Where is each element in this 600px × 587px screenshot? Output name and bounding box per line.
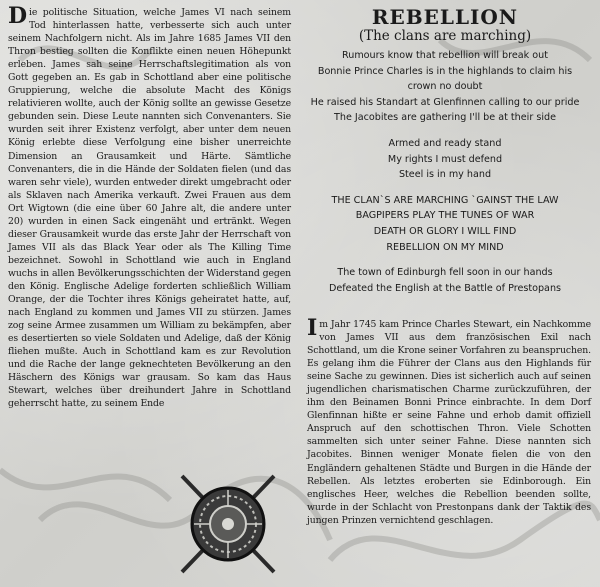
- history-text-left: [8, 3, 291, 410]
- lyric-line: The town of Edinburgh fell soon in our hands: [337, 267, 553, 279]
- lyric-line: DEATH OR GLORY I WILL FIND: [373, 225, 517, 237]
- dropcap-d: D: [8, 3, 27, 29]
- dropcap-i: I: [307, 315, 318, 341]
- song-block: [298, 6, 592, 306]
- lyric-line: Defeated the English at the Battle of Prestopans: [328, 282, 562, 294]
- song-title: REBELLION: [371, 5, 519, 29]
- stanza-3: [298, 265, 592, 296]
- lyric-line: He raised his Standart at Glenfinnen calling to our pride: [310, 96, 580, 108]
- lyric-line: BAGPIPERS PLAY THE TUNES OF WAR: [355, 210, 535, 222]
- history-paragraph-right: m Jahr 1745 kam Prince Charles Stewart, ein Nachkomme von James VII aus dem französischen Exil nach Schottland, um die Krone seiner Vorfahren zu beanspruchen. Es gelang ihm die Führer der Clans aus den Highlands für seine Sache zu gewinnen. Dies ist sicherlich auch auf seinen jugendlichen charismatischen Charme zurückzuführen, der ihm den Beinamen Bonni Prince einbrachte. In dem Dorf Glenfinnan hißte er seine Fahne und erhob damit offiziell Anspruch auf den schottischen Thron. Viele Schotten sammelten sich unter seiner Fahne. Diese nannten sich Jacobites. Binnen weniger Monate fielen die von den Engländern gehaltenen Städte und Burgen in die Hände der Rebellen. Als letztes eroberten sie Edinborough. Ein englisches Heer, welches die Rebellion beenden sollte, wurde in der Schlacht von Prestonpans dank der Taktik des jungen Prinzen vernichtend geschlagen.: [307, 319, 591, 526]
- lyric-line: Armed and ready stand: [388, 137, 502, 149]
- stanza-2: [298, 136, 592, 183]
- lyric-line: The Jacobites are gathering I'll be at their side: [334, 112, 556, 124]
- history-paragraph-left: ie politische Situation, welche James VI nach seinem Tod hinterlassen hatte, verbesserte sich auch unter seinem Nachfolgern nicht. Als im Jahre 1685 James VII den Thron bestieg sollten die Konflikte einen neuen Höhepunkt erleben. James sah seine Herrschaftslegitimation als von Gott gegeben an. Es gab in Schottland aber eine politische Gruppierung, welche die absolute Macht des Königs relativieren wollte, auch der König sollte an gewisse Gesetze gebunden sein. Diese Leute nannten sich Convenanters. Sie wurden seit ihrer Existenz verfolgt, aber unter dem neuen König erlebte diese Verfolgung eine bisher unerreichte Dimension an Grausamkeit und Härte. Sämtliche Convenanters, die in die Hände der Soldaten fielen (und das waren sehr viele), wurden entweder direkt umgebracht oder als Sklaven nach Amerika verkauft. Zwei Frauen aus dem Ort Wigtown (die eine über 60 Jahre alt, die andere unter 20) wurden in einen Sack eingenäht und ertränkt. Wegen dieser Grausamkeit wurde das erste Jahr der Herrschaft von James VII als das Black Year oder als The Killing Time bezeichnet. Sowohl in Schottland wie auch in England wuchs in allen Bevölkerungsschichten der Widerstand gegen den König. Englische Adelige forderten schließlich William Orange, der die Tochter ihres Königs geheiratet hatte, auf, nach England zu kommen und James VII zu stürzen. James zog seine Armee zusammen um William zu bekämpfen, aber es desertierten so viele Soldaten und Adelige, daß der König fliehen mußte. Auch in Schottland kam es zur Revolution und die Rache der lange geknechteten Bevölkerung an den Häschern des Königs war grausam. So kam das Haus Stewart, welches über dreihundert Jahre in Schottland geherrscht hatte, zu seinem Ende: [8, 7, 291, 410]
- lyric-line: Rumours know that rebellion will break out: [342, 50, 548, 61]
- lyric-line: THE CLAN`S ARE MARCHING `GAINST THE LAW: [331, 194, 559, 206]
- stanza-1: [298, 48, 592, 126]
- lyric-line: Steel is in my hand: [398, 169, 492, 181]
- chorus: [298, 193, 592, 255]
- lyric-line: Bonnie Prince Charles is in the highlands to claim his: [317, 65, 573, 77]
- lyric-line: My rights I must defend: [387, 153, 503, 165]
- scottish-shield-icon: [176, 468, 280, 578]
- history-text-right: [307, 315, 591, 527]
- lyric-line: REBELLION ON MY MIND: [386, 241, 504, 253]
- song-subtitle: (The clans are marching): [358, 28, 532, 44]
- lyrics: [298, 48, 592, 296]
- lyric-line: crown no doubt: [407, 81, 483, 93]
